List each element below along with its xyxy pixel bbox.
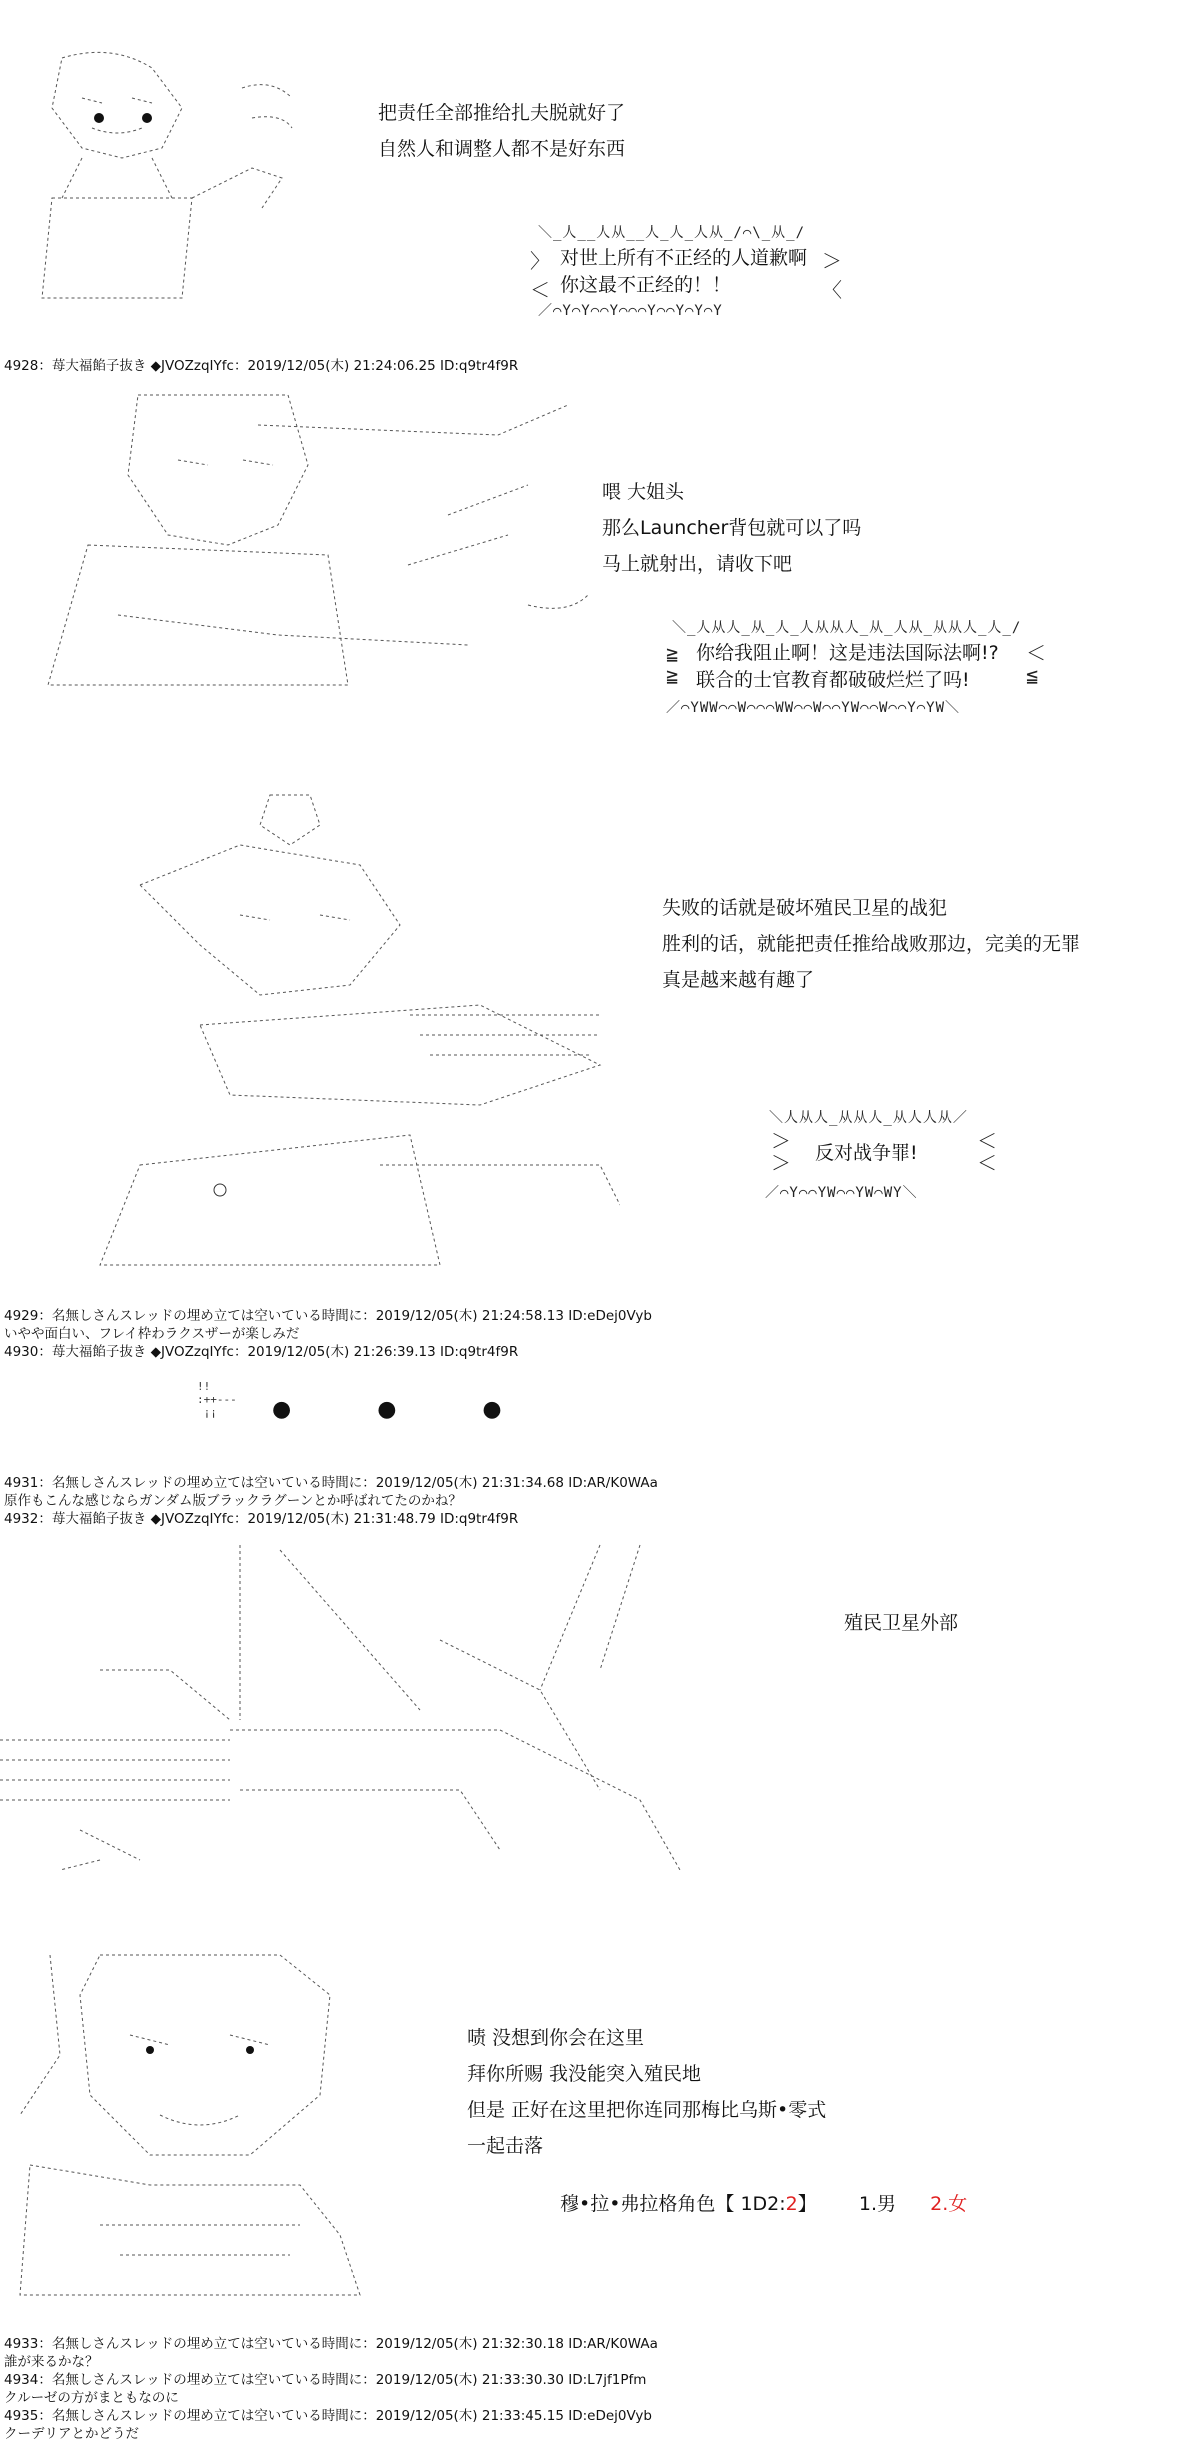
panel3-dialogue: [662, 890, 1080, 998]
shout-line: 反对战争罪!: [815, 1142, 918, 1164]
ascii-art-figure: [28, 385, 588, 705]
post-4933-body: 誰が来るかな？: [4, 2354, 99, 2370]
post-4933-header: 4933：名無しさんスレッドの埋め立ては空いている時間に：2019/12/05(木) 21:32:30.18 ID:AR/K0WAa: [4, 2336, 658, 2352]
bubble-top-edge: ＼人从人_从从人_从人人从／: [769, 1110, 968, 1126]
bubble-left-edge: 〉 ＜: [530, 249, 550, 302]
panel1-shout-bubble: [530, 225, 840, 325]
dialogue-line: 一起击落: [467, 2135, 544, 2157]
dialogue-line: 但是 正好在这里把你连同那梅比乌斯•零式: [467, 2099, 827, 2121]
ascii-art-space-scene: [0, 1540, 690, 1870]
dialogue-line: 马上就射出，请收下吧: [602, 553, 793, 575]
ascii-art-character-4: [0, 1935, 400, 2305]
panel2-dialogue: [602, 474, 861, 582]
dice-roll-label: 穆•拉•弗拉格角色【 1D2:: [560, 2193, 786, 2215]
shout-text: [560, 245, 807, 299]
dice-roll-result: 2: [785, 2193, 798, 2215]
dice-roll-line: [560, 2186, 967, 2222]
shout-text: [696, 640, 999, 694]
post-4928-header: 4928：苺大福餡子抜き ◆JVOZzqIYfc：2019/12/05(木) 21:24:06.25 ID:q9tr4f9R: [4, 358, 519, 374]
bubble-right-edge: ＜ ＜: [977, 1129, 997, 1175]
bubble-bottom-edge: ／⌒Y⌒Y⌒⌒Y⌒⌒⌒Y⌒⌒Y⌒Y⌒Y: [538, 303, 723, 319]
scene-break-dots: ● ● ●: [272, 1397, 516, 1422]
dialogue-line: 拜你所赐 我没能突入殖民地: [467, 2063, 702, 2085]
dialogue-line: 胜利的话，就能把责任推给战败那边，完美的无罪: [662, 933, 1081, 955]
shout-line: 对世上所有不正经的人道歉啊: [560, 247, 808, 269]
dice-option-female: 2.女: [930, 2193, 968, 2215]
bubble-right-edge: ＞ 〈: [822, 249, 842, 302]
panel3-shout-bubble: [765, 1110, 1005, 1205]
bubble-right-edge: ＜ ≦: [1026, 641, 1046, 687]
dialogue-line: 把责任全部推给扎夫脱就好了: [378, 102, 626, 124]
post-4934-header: 4934：名無しさんスレッドの埋め立ては空いている時間に：2019/12/05(木) 21:33:30.30 ID:L7jf1Pfm: [4, 2372, 647, 2388]
shout-line: 你这最不正经的！！: [560, 274, 732, 296]
bubble-left-edge: ＞ ＞: [771, 1129, 791, 1175]
bubble-bottom-edge: ／⌒YWW⌒⌒W⌒⌒⌒WW⌒⌒W⌒⌒YW⌒⌒W⌒⌒Y⌒YW＼: [666, 700, 961, 716]
dice-roll-close: 】: [797, 2193, 817, 2215]
post-4934-body: クルーゼの方がまともなのに: [4, 2390, 179, 2406]
post-4930-header: 4930：苺大福餡子抜き ◆JVOZzqIYfc：2019/12/05(木) 21:26:39.13 ID:q9tr4f9R: [4, 1344, 519, 1360]
shout-text: [815, 1140, 918, 1167]
post-4931-body: 原作もこんな感じならガンダム版ブラックラグーンとか呼ばれてたのかね？: [4, 1493, 462, 1509]
panel2-shout-bubble: [666, 620, 1056, 730]
panel5-dialogue: [467, 2020, 826, 2164]
post-4929-header: 4929：名無しさんスレッドの埋め立ては空いている時間に：2019/12/05(木) 21:24:58.13 ID:eDej0Vyb: [4, 1308, 652, 1324]
post-4935-body: クーデリアとかどうだ: [4, 2426, 139, 2442]
post-4931-header: 4931：名無しさんスレッドの埋め立ては空いている時間に：2019/12/05(木) 21:31:34.68 ID:AR/K0WAa: [4, 1475, 658, 1491]
bubble-bottom-edge: ／⌒Y⌒⌒YW⌒⌒YW⌒WY＼: [765, 1185, 918, 1201]
dialogue-line: 真是越来越有趣了: [662, 969, 815, 991]
scene-break-mark: !! :++--- ¡¡: [197, 1380, 237, 1419]
panel1-dialogue: [378, 95, 625, 167]
dice-option-male: 1.男: [858, 2193, 897, 2215]
ascii-art-figure: [22, 48, 322, 308]
post-4932-header: 4932：苺大福餡子抜き ◆JVOZzqIYfc：2019/12/05(木) 21:31:48.79 ID:q9tr4f9R: [4, 1511, 519, 1527]
bubble-left-edge: ≧ ≧: [666, 641, 679, 687]
post-4929-body: いやや面白い、フレイ枠わラクスザーが楽しみだ: [4, 1326, 300, 1342]
bubble-top-edge: ＼_人__人从__人_人_人从_/⌒\_从_/: [538, 225, 806, 241]
ascii-art-figure: [0, 1935, 400, 2305]
dialogue-line: 啧 没想到你会在这里: [467, 2027, 645, 2049]
ascii-art-character-1: [22, 48, 322, 308]
ascii-art-character-3: [80, 785, 620, 1275]
bubble-top-edge: ＼_人从人_从_人_人从从人_从_人从_从从人_人_/: [672, 620, 1022, 636]
ascii-art-figure: [0, 1540, 690, 1870]
shout-line: 联合的士官教育都破破烂烂了吗!: [696, 669, 970, 691]
dialogue-line: 喂 大姐头: [602, 481, 685, 503]
dialogue-line: 自然人和调整人都不是好东西: [378, 138, 626, 160]
panel4-caption: 殖民卫星外部: [844, 1612, 959, 1634]
dialogue-line: 失败的话就是破坏殖民卫星的战犯: [662, 897, 948, 919]
ascii-art-figure: [80, 785, 620, 1275]
ascii-art-character-2: [28, 385, 588, 705]
post-4935-header: 4935：名無しさんスレッドの埋め立ては空いている時間に：2019/12/05(木) 21:33:45.15 ID:eDej0Vyb: [4, 2408, 652, 2424]
shout-line: 你给我阻止啊！这是违法国际法啊!?: [696, 642, 999, 664]
dialogue-line: 那么Launcher背包就可以了吗: [602, 517, 862, 539]
